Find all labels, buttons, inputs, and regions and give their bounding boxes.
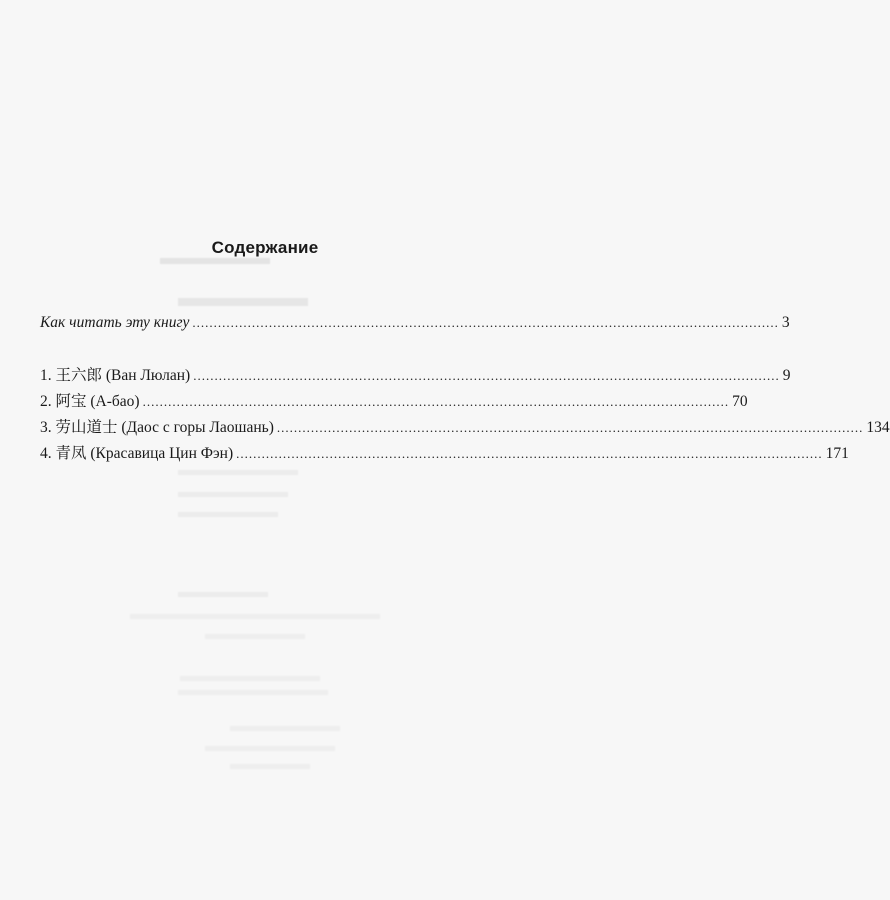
toc-entry-label: Как читать эту книгу (40, 314, 190, 331)
dot-leader: .......................................................................................................................................... (142, 394, 730, 409)
bleed-through-decoration (178, 690, 328, 695)
toc-entry-label: 3. 劳山道士 (Даос с горы Лаошань) (40, 419, 274, 436)
toc-page-number: 134 (866, 419, 890, 436)
toc-entry-chapter-2[interactable] (40, 389, 748, 415)
dot-leader: .......................................................................................................................................... (276, 420, 864, 435)
bleed-through-decoration (130, 614, 380, 619)
bleed-through-decoration (180, 676, 320, 681)
toc-page-number: 171 (825, 445, 849, 462)
toc-entry-chapter-1[interactable] (40, 363, 791, 389)
toc-entry-intro[interactable] (40, 314, 790, 340)
bleed-through-decoration (178, 298, 308, 306)
bleed-through-decoration (205, 634, 305, 639)
bleed-through-decoration (178, 512, 278, 517)
bleed-through-decoration (178, 492, 288, 497)
toc-entry-label: 4. 青凤 (Красавица Цин Фэн) (40, 445, 234, 462)
dot-leader: .......................................................................................................................................... (236, 446, 823, 461)
toc-entry-label: 2. 阿宝 (А-бао) (40, 393, 140, 410)
toc-heading: Содержание (211, 238, 319, 257)
bleed-through-decoration (230, 764, 310, 769)
toc-entry-chapter-4[interactable] (40, 441, 849, 467)
table-of-contents (40, 314, 790, 340)
bleed-through-decoration (205, 746, 335, 751)
toc-entry-chapter-3[interactable] (40, 415, 890, 441)
toc-page-number: 9 (782, 367, 791, 384)
dot-leader: .......................................................................................................................................... (193, 368, 780, 383)
bleed-through-decoration (230, 726, 340, 731)
toc-page-number: 70 (732, 393, 748, 410)
table-of-contents-chapters (40, 363, 890, 467)
bleed-through-decoration (178, 592, 268, 597)
bleed-through-decoration (160, 258, 270, 264)
toc-page-number: 3 (781, 314, 790, 331)
toc-entry-label: 1. 王六郎 (Ван Люлан) (40, 367, 191, 384)
dot-leader: .......................................................................................................................................... (192, 315, 779, 330)
bleed-through-decoration (178, 470, 298, 475)
